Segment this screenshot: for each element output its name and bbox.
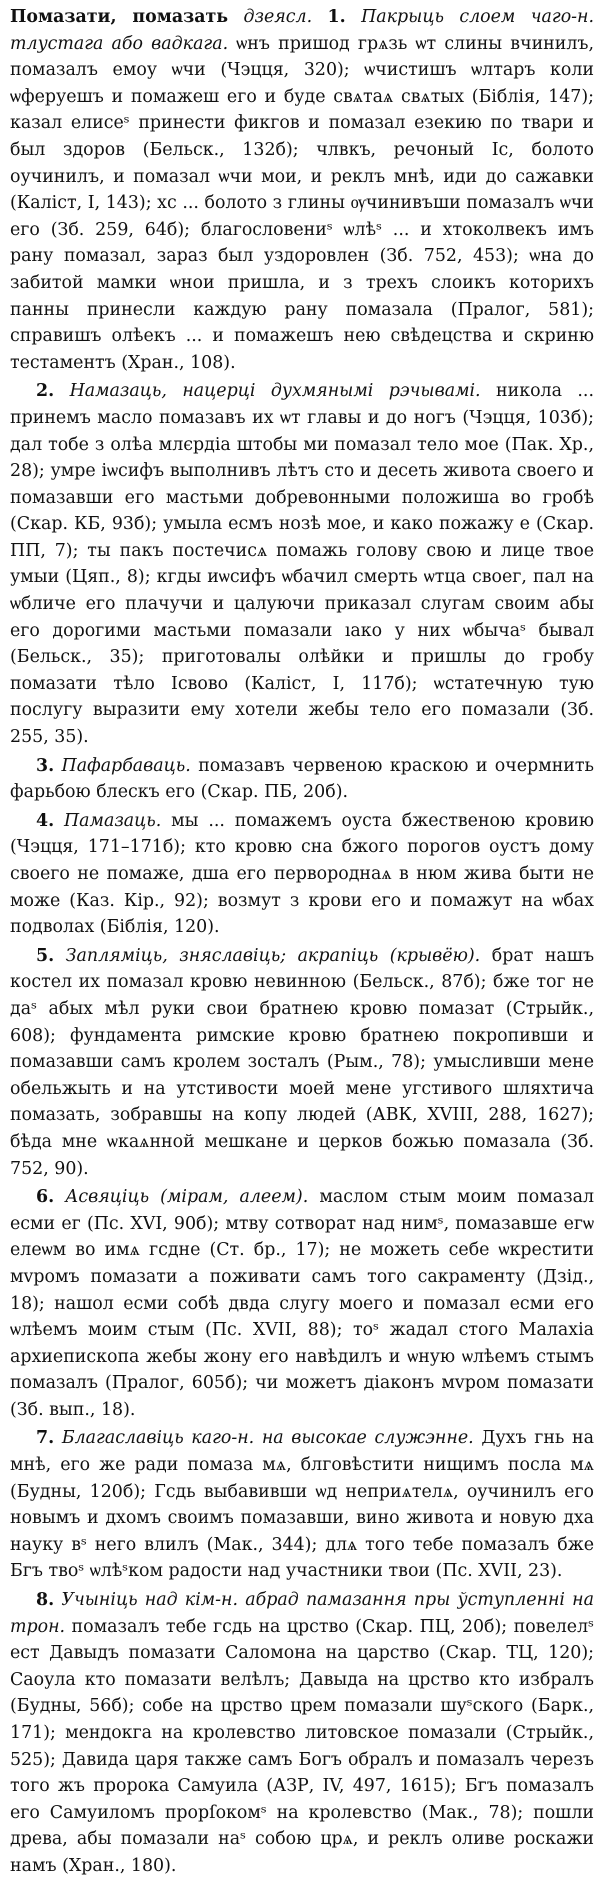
sense-number: 5. xyxy=(36,945,55,966)
sense-2-paragraph xyxy=(10,378,594,750)
sense-examples: никола ... принемъ масло помазавъ их ѡт главы и до ногъ (Чэцця, 103б); дал тобе з олѣа млєрдіа штобы ми помазал тело мое (Пак. Хр., 28); умре іѡсифъ выполнивъ лѣтъ сто и десеть живота своего и помазавши его мастьми добревонными положиша во гробѣ (Скар. КБ, 93б); умыла есмъ нозѣ мое, и како пожажу е (Скар. ПП, 7); ты пакъ постечисѧ помажь голову свою и лице твое умыи (Цяп., 8); кгды иѡсифъ ѡбачил смерть ѡтца своег, пал на ѡбличе его плачучи и цалуючи приказал слугам своим абы его дорогими мастьми помазали ıако у них ѡбычаˢ бывал (Бельск., 35); приготовалы олѣйки и пришлы до гробу помазати тѣло Ісвово (Каліст, І, 117б); ѡстатечную тую послугу выразити ему хотели жебы тело его помазали (Зб. 255, 35). xyxy=(10,381,594,748)
sense-examples: Духъ гнь на мнѣ, его же ради помаза мѧ, блговѣстити нищимъ посла мѧ (Будны, 120б); Гсдь выбавивши ѡд неприѧтелѧ, оучинилъ его новымъ и дхомъ своимъ помазавши, вино живота и новую дха науку вˢ него влилъ (Мак., 344); длѧ того тебе помазалъ бже Бгъ твоˢ ѡлѣˢком радости над участники твои (Пс. XVII, 23). xyxy=(10,1428,594,1582)
sense-4-paragraph xyxy=(10,808,594,941)
sense-3-paragraph xyxy=(10,753,594,806)
sense-examples: помазалъ тебе гсдь на црство (Скар. ПЦ, 20б); повелелˢ ест Давыдъ помазати Саломона на царство (Скар. ТЦ, 120); Саоула кто помазати велѣлъ; Давыда на црство кто избралъ (Будны, 56б); собе на црство црем помазали шуˢского (Барк., 171); мендокга на кролевство литовское помазали (Стрыйк., 525); Давида царя также самъ Богъ обралъ и помазалъ черезъ того жъ пророка Самуила (АЗР, IV, 497, 1615); Бгъ помазалъ его Самуиломъ прорſокомˢ на кролевство (Мак., 78); пошли древа, абы помазали наˢ собою црѧ, и реклъ оливе роскажи намъ (Хран., 180). xyxy=(10,1616,594,1876)
sense-number: 6. xyxy=(36,1187,55,1208)
sense-gloss: Учыніць над кім-н. абрад памазання пры ўступленні на трон. xyxy=(10,1590,594,1637)
sense-gloss: Асвяціць (мірам, алеем). xyxy=(65,1187,309,1208)
sense-number: 4. xyxy=(36,810,55,831)
sense-number: 3. xyxy=(36,755,55,776)
sense-examples: ѡнъ пришод грѧзь ѡт слины вчинилъ, помазалъ емоу ѡчи (Чэцця, 320); ѡчистишъ ѡлтаръ коли ѡферуешъ и помажеш его и буде свѧтаѧ свѧтых (Біблія, 147); казал елисеˢ принести фикгов и помазал езекию по твари и был здоров (Бельск., 132б); члвкъ, речоный Іс, болото оучинилъ, и помазал ѡчи мои, и реклъ мнѣ, иди до сажавки (Каліст, І, 143); хс ... болото з глины ѹчинивъши помазалъ ѡчи его (Зб. 259, 64б); благословениˢ ѡлѣˢ ... и хтоколвекъ имъ рану помазал, зараз был уздоровлен (Зб. 752, 453); ѡна до забитой мамки ѡнои пришла, и з трехъ слоикъ которихъ панны принесли каждую рану помазала (Пралог, 581); справишъ олѣекъ ... и помажешъ нею свѣдецства и скриню тестаментъ (Хран., 108). xyxy=(10,33,594,373)
sense-gloss: Пакрыць слоем чаго-н. тлустага або вадкага. xyxy=(10,7,595,54)
sense-1-paragraph xyxy=(10,4,594,376)
sense-gloss: Пафарбаваць. xyxy=(61,755,191,776)
sense-number: 1. xyxy=(327,7,346,27)
sense-number: 8. xyxy=(36,1590,55,1611)
sense-gloss: Памазаць. xyxy=(64,810,162,831)
sense-7-paragraph xyxy=(10,1425,594,1585)
headword: Помазати, помазать xyxy=(10,7,229,27)
dictionary-page xyxy=(10,4,595,1876)
sense-examples: маслом стым моим помазал есми ег (Пс. XVI, 90б); мтву сотворат над нимˢ, помазавше егѡ елеѡм во имѧ гсдне (Ст. бр., 17); не можеть себе ѡкрестити мvромъ помазати а поживати самъ того сакраменту (Дзід., 18); нашол есми собѣ двда слугу моего и помазал есми его ѡлѣемъ моим стым (Пс. XVII, 88); тоˢ жадал стого Малахіа архиепископа жебы жону его навѣдилъ и ѡную ѡлѣемъ стымъ помазалъ (Пралог, 605б); чи можетъ діаконъ мvром помазати (Зб. вып., 18). xyxy=(10,1187,594,1420)
sense-examples: помазавъ червеною краскою и очермнить фарьбою блескъ его (Скар. ПБ, 20б). xyxy=(10,755,594,803)
sense-number: 7. xyxy=(36,1428,55,1449)
sense-examples: брат нашъ костел их помазал кровю невинною (Бельск., 87б); бже тог не даˢ абых мѣл руки свои братнею кровю помазат (Стрыйк., 608); фундамента римские кровю братнею покропивши и помазавши самъ кролем зосталъ (Рым., 78); умысливши мене обельжыть и на утстивости моей мене угстивого шляхтича помазать, зобравшы на копу людей (АВК, XVIII, 288, 1627); бѣда мне ѡкаѧнной мешкане и церков божью помазала (Зб. 752, 90). xyxy=(10,945,595,1179)
sense-gloss: Запляміць, зняславіць; акрапіць (крывёю). xyxy=(65,945,481,966)
sense-5-paragraph xyxy=(10,943,594,1182)
sense-6-paragraph xyxy=(10,1184,594,1423)
sense-gloss: Намазаць, нацерці духмянымі рэчывамі. xyxy=(69,381,481,402)
sense-number: 2. xyxy=(36,381,55,402)
sense-gloss: Благаславіць каго-н. на высокае служэнне. xyxy=(61,1428,474,1449)
sense-8-paragraph xyxy=(10,1587,594,1880)
part-of-speech: дзеясл. xyxy=(243,7,313,27)
sense-examples: мы ... помажемъ оуста бжественою кровию (Чэцця, 171–171б); кто кровю сна бжого порогов оустъ дому своего не помаже, дша его первороднаѧ в нюм жива быти не може (Каз. Кір., 92); возмут з крови его и помажут на ѡбах подволах (Біблія, 120). xyxy=(10,810,594,938)
